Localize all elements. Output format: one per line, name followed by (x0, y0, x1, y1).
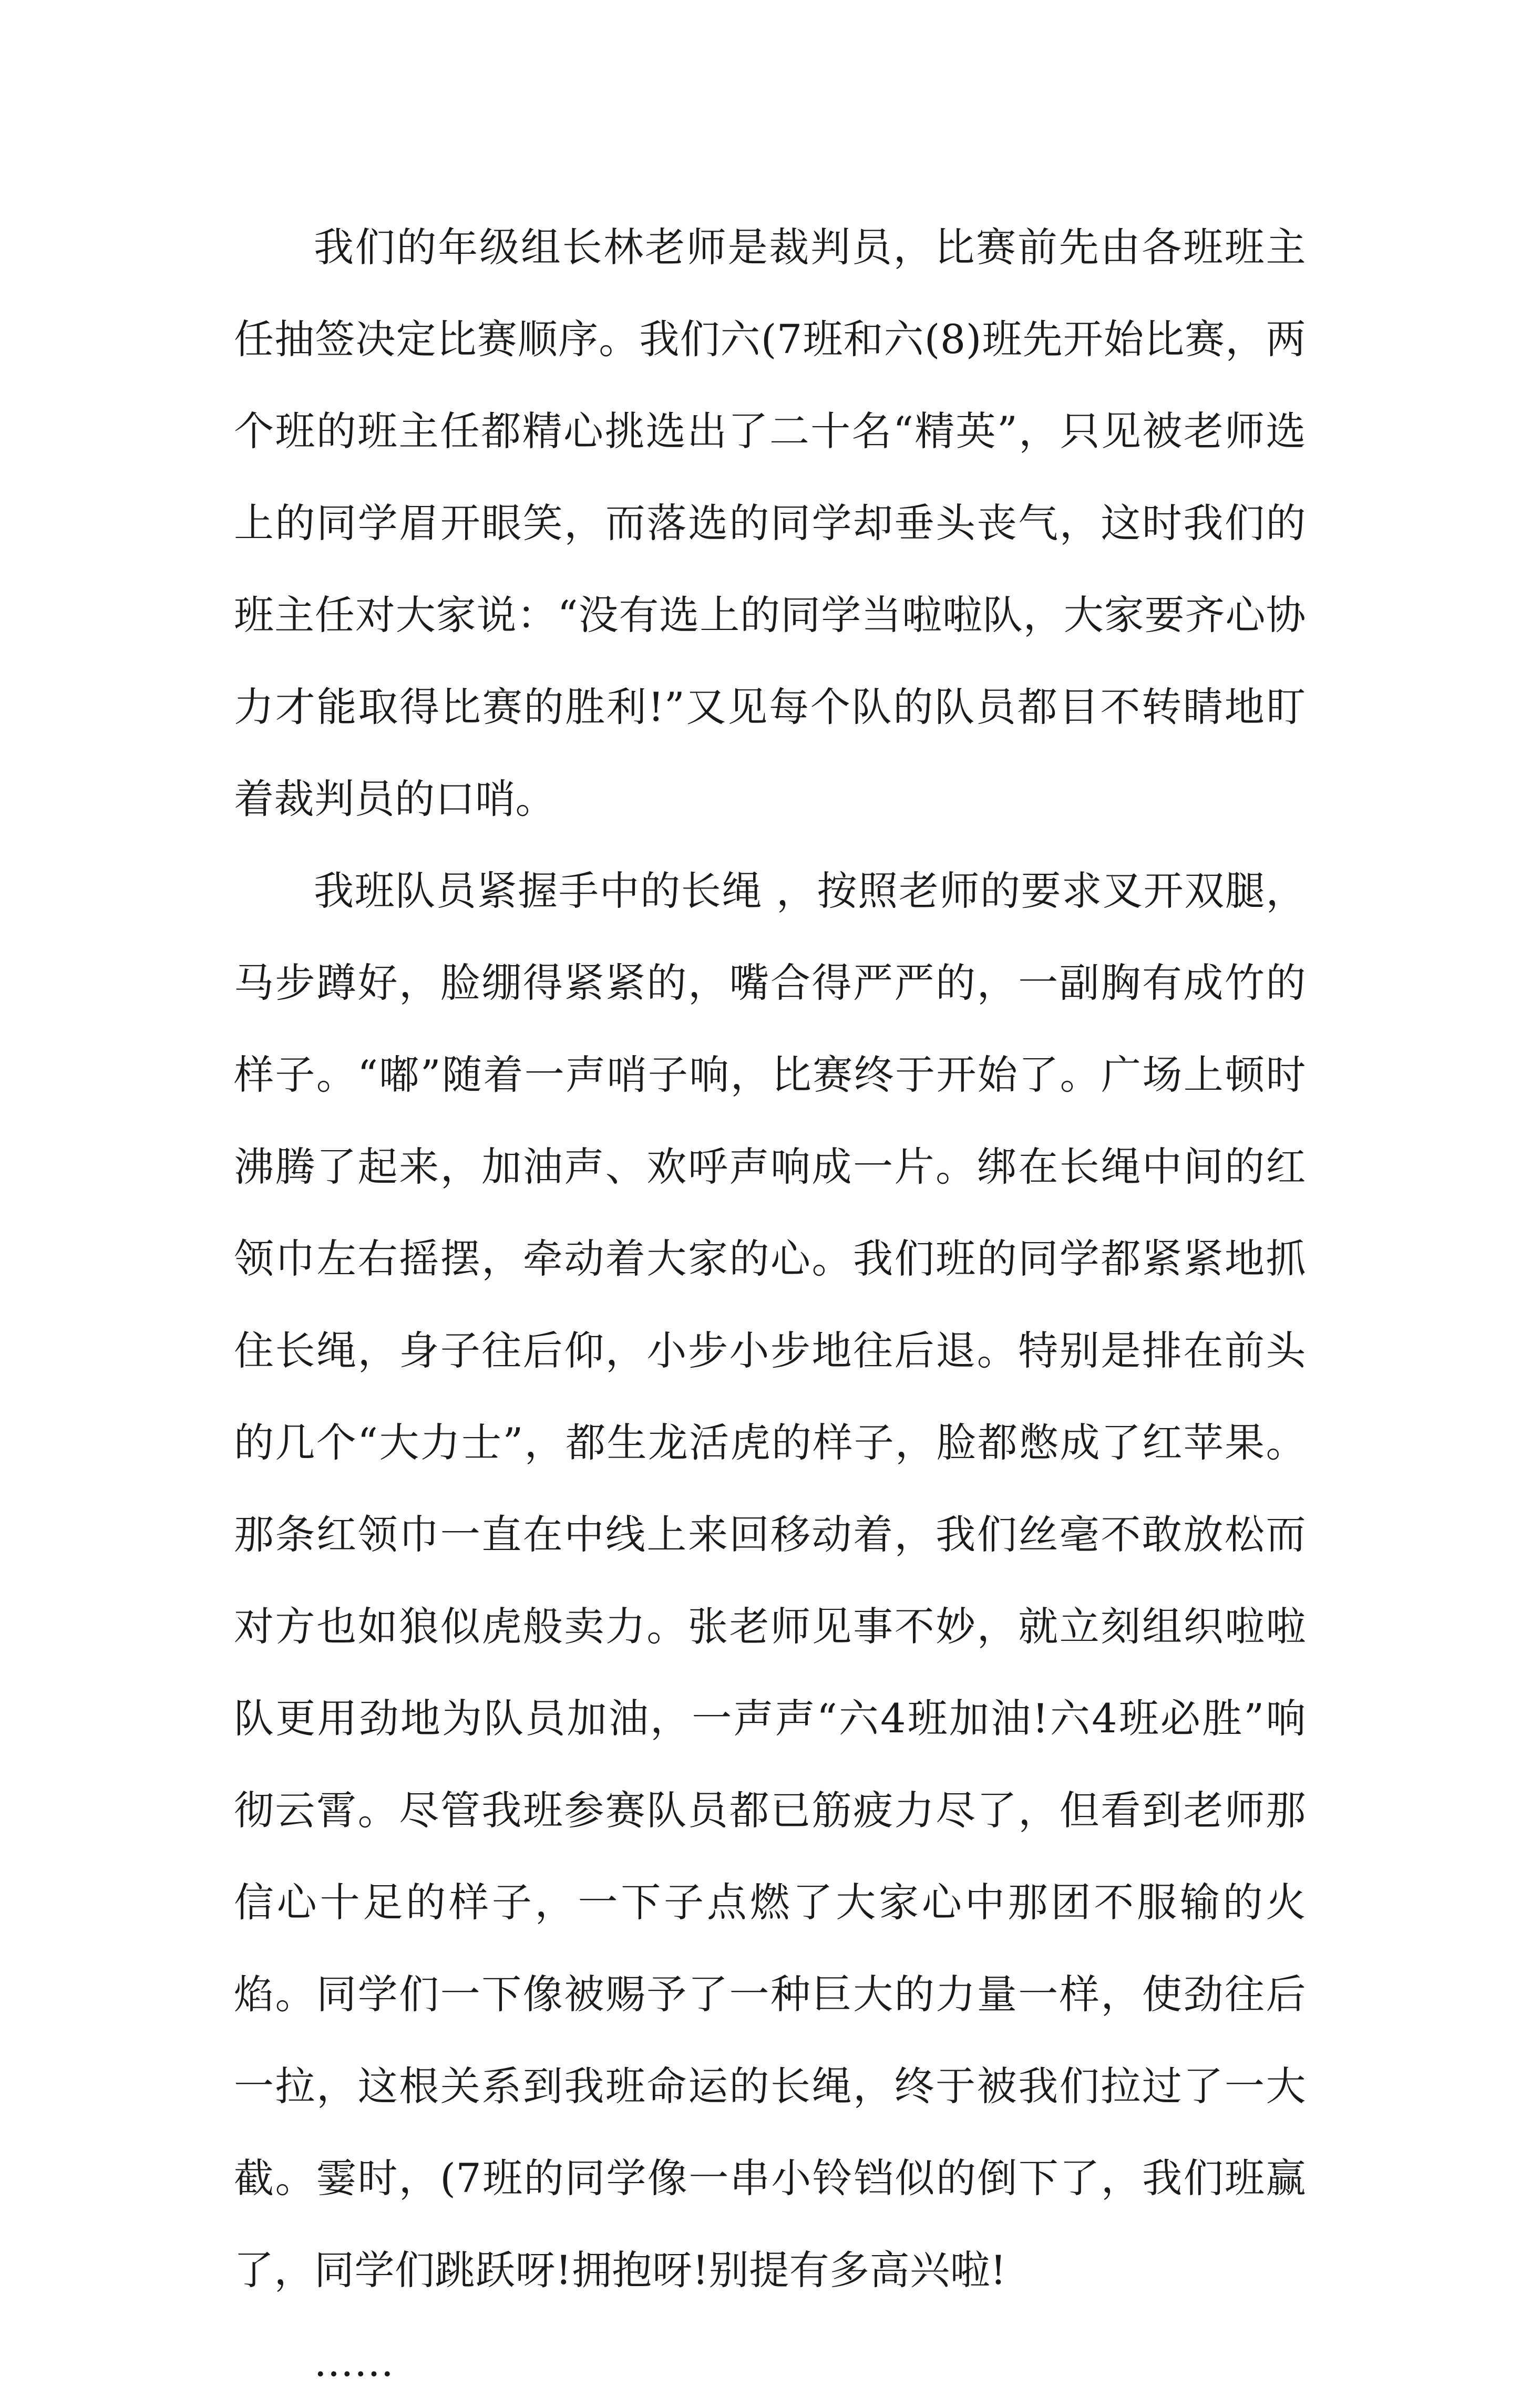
paragraph-2: 我班队员紧握手中的长绳 ，按照老师的要求叉开双腿，马步蹲好，脸绷得紧紧的，嘴合得严严的，一副胸有成竹的样子。“嘟”随着一声哨子响，比赛终于开始了。广场上顿时沸腾了起来，加油声、欢呼声响成一片。绑在长绳中间的红领巾左右摇摆，牵动着大家的心。我们班的同学都紧紧地抓住长绳，身子往后仰，小步小步地往后退。特别是排在前头的几个“大力士”，都生龙活虎的样子，脸都憋成了红苹果。那条红领巾一直在中线上来回移动着，我们丝毫不敢放松而对方也如狼似虎般卖力。张老师见事不妙，就立刻组织啦啦队更用劲地为队员加油，一声声“六4班加油!六4班必胜”响彻云霄。尽管我班参赛队员都已筋疲力尽了，但看到老师那信心十足的样子，一下子点燃了大家心中那团不服输的火焰。同学们一下像被赐予了一种巨大的力量一样，使劲往后一拉，这根关系到我班命运的长绳，终于被我们拉过了一大截。霎时，(7班的同学像一串小铃铛似的倒下了，我们班赢了，同学们跳跃呀!拥抱呀!别提有多高兴啦! (234, 867, 1306, 2293)
paragraph-ellipsis: …… (314, 2339, 394, 2385)
paragraph-1: 我们的年级组长林老师是裁判员，比赛前先由各班班主任抽签决定比赛顺序。我们六(7班和六(8)班先开始比赛，两个班的班主任都精心挑选出了二十名“精英”，只见被老师选上的同学眉开眼笑，而落选的同学却垂头丧气，这时我们的班主任对大家说：“没有选上的同学当啦啦队，大家要齐心协力才能取得比赛的胜利!”又见每个队的队员都目不转睛地盯着裁判员的口哨。 (234, 224, 1306, 822)
document-body (234, 201, 1306, 2408)
